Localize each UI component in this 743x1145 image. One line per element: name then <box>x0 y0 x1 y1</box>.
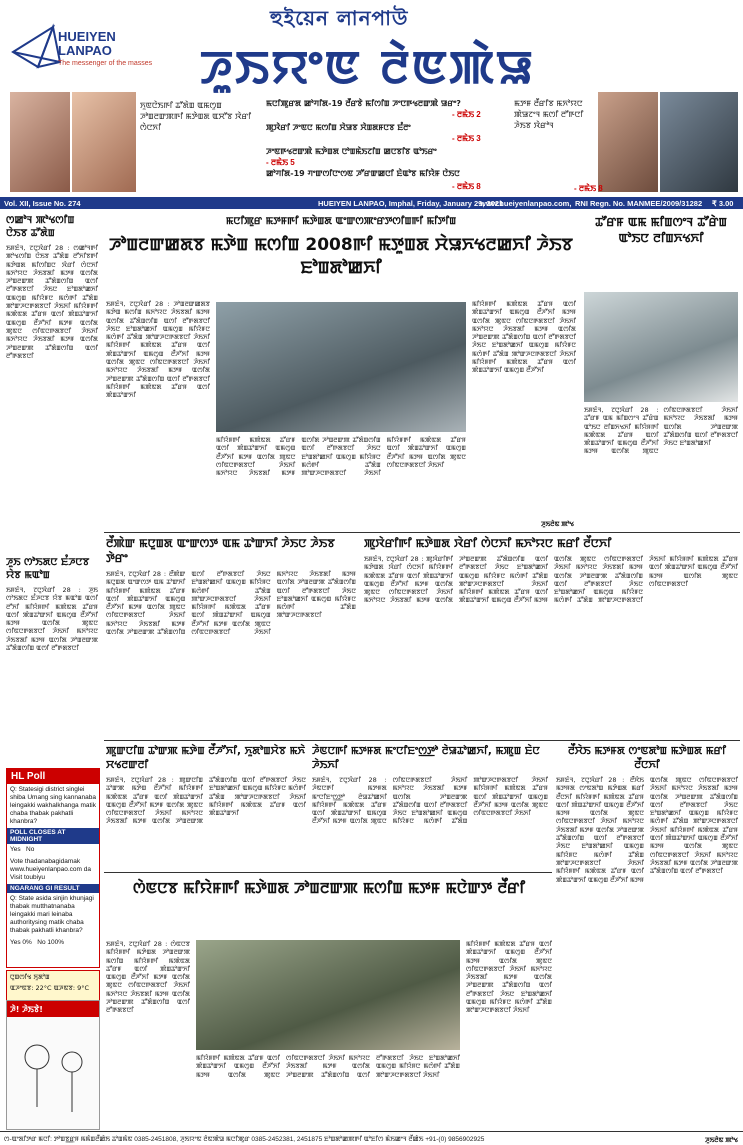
teaser-photo-2 <box>72 92 136 192</box>
poll-vote-text: Vote thadanabagidamak www.hueiyenlanpao.com da Visit toubiyu <box>10 858 91 881</box>
mid-story2-headline[interactable]: ꯄꯨꯋꯥꯔꯤꯒꯤ ꯃꯇꯥꯡꯗ ꯋꯥꯔꯤ ꯁꯥꯅꯈꯤ ꯃꯈꯣꯌꯅ ꯃꯔꯤ ꯂꯩꯅꯈꯤ <box>364 536 612 550</box>
teaser-middle <box>262 92 512 195</box>
divider <box>104 872 552 873</box>
teaser-headline-3[interactable]: ꯍꯦꯟꯒꯠꯂꯛꯄꯥ ꯃꯇꯥꯡꯗ ꯅꯣꯡꯃꯥꯏꯖꯤꯡ ꯀꯅꯕꯤꯕ ꯑꯣꯏꯔꯦ <box>266 147 437 156</box>
teaser-photo-4 <box>660 92 738 192</box>
mid-story-left <box>106 536 356 720</box>
teaser-page-link-2[interactable]: - ꯂꯃꯥꯏ 3 <box>452 134 481 143</box>
weather-label: ꯅꯨꯡꯁꯤꯠ ꯈꯨꯗꯣꯡ <box>10 973 50 981</box>
masthead-top-line: হুইয়েন লানপাউ <box>270 6 409 30</box>
mid-story2-body: ꯏꯝꯐꯥꯜ, ꯖꯅꯨꯋꯥꯔꯤ 28 : ꯄꯨꯋꯥꯔꯤꯒꯤ ꯃꯇꯥꯡꯗ ꯋꯥꯔꯤ ꯁꯥꯅꯈꯤ ꯃꯤꯌꯥꯝꯒꯤ ꯃꯄꯥꯟꯗ ꯊꯧꯔꯝ ꯑꯁꯤ ꯄꯥꯡꯊꯣꯛꯈꯤ ꯑꯃꯁꯨꯡ ꯂꯩꯍꯧꯈꯤ ꯃꯇꯝ ꯑꯁꯤꯗ ꯄꯨꯟꯅ ꯁꯤꯟꯅꯒꯗꯕꯅꯤ ꯍꯥꯏꯈꯤ ꯃꯈꯣꯌꯅ ꯍꯥꯏꯕꯗꯤ ꯃꯇꯝ ꯑꯁꯤꯗ ꯍꯣꯡꯂꯛꯄ ꯊꯧꯗꯥꯡꯁꯤꯡ ꯑꯁꯤ ꯂꯧꯒꯗꯕꯅꯤ ꯍꯥꯏꯅ ꯐꯣꯡꯗꯣꯀꯈꯤ ꯑꯃꯁꯨꯡ ꯃꯤꯌꯥꯝꯅ ꯃꯁꯥꯒꯤ ꯊꯧꯗꯥꯡ ꯄꯣꯛꯍꯅꯒꯗꯕꯅꯤ ꯍꯥꯏꯈꯤ ꯃꯤꯌꯥꯝꯒꯤ ꯃꯄꯥꯟꯗ ꯊꯧꯔꯝ ꯑꯁꯤ ꯄꯥꯡꯊꯣꯛꯈꯤ ꯑꯃꯁꯨꯡ ꯂꯩꯍꯧꯈꯤ ꯃꯇꯝ ꯑꯁꯤꯗ ꯄꯨꯟꯅ ꯁꯤꯟꯅꯒꯗꯕꯅꯤ ꯍꯥꯏꯈꯤ ꯃꯈꯣꯌꯅ ꯍꯥꯏꯕꯗꯤ ꯃꯇꯝ ꯑꯁꯤꯗ ꯍꯣꯡꯂꯛꯄ ꯊꯧꯗꯥꯡꯁꯤꯡ ꯑꯁꯤ ꯂꯧꯒꯗꯕꯅꯤ ꯍꯥꯏꯅ ꯐꯣꯡꯗꯣꯀꯈꯤ ꯑꯃꯁꯨꯡ ꯃꯤꯌꯥꯝꯅ ꯃꯁꯥꯒꯤ ꯊꯧꯗꯥꯡ ꯄꯣꯛꯍꯅꯒꯗꯕꯅꯤ ꯍꯥꯏꯈꯤ ꯃꯤꯌꯥꯝꯒꯤ ꯃꯄꯥꯟꯗ ꯊꯧꯔꯝ ꯑꯁꯤ ꯄꯥꯡꯊꯣꯛꯈꯤ ꯑꯃꯁꯨꯡ ꯂꯩꯍꯧꯈꯤ ꯃꯇꯝ ꯑꯁꯤꯗ ꯄꯨꯟꯅ ꯁꯤꯟꯅꯒꯗꯕꯅꯤ <box>364 555 738 605</box>
left-column <box>6 214 98 766</box>
poll-closes: POLL CLOSES AT MIDNIGHT <box>7 828 99 844</box>
issue-info-bar <box>0 197 743 209</box>
poll-title: HL Poll <box>7 769 99 784</box>
teaser-headline-2[interactable]: ꯄꯨꯋꯥꯔꯤ ꯍꯦꯟꯅ ꯃꯁꯤꯡ ꯆꯥꯎꯕ ꯆꯥꯡꯗꯝꯅꯕ ꯐꯪꯂꯦ <box>266 123 411 132</box>
low-right-byline: ꯍꯨꯏꯂꯥꯟ ꯄꯣꯠ <box>704 1137 738 1144</box>
masthead-title: ꯍꯨꯏꯌꯦꯟ ꯂꯥꯟꯄꯥꯎ <box>200 40 536 94</box>
lead-photo <box>216 302 466 432</box>
divider <box>104 740 740 741</box>
low-left-body: ꯏꯝꯐꯥꯜ, ꯖꯅꯨꯋꯥꯔꯤ 28 : ꯄꯨꯛꯅꯤꯡ ꯊꯣꯛꯄ ꯃꯇꯥꯡ ꯂꯩꯍꯧꯈꯤ ꯃꯤꯌꯥꯝꯒꯤ ꯃꯄꯥꯟꯗ ꯊꯧꯔꯝ ꯑꯁꯤ ꯄꯥꯡꯊꯣꯛꯈꯤ ꯑꯃꯁꯨꯡ ꯂꯩꯍꯧꯈꯤ ꯃꯇꯝ ꯑꯁꯤꯗ ꯄꯨꯟꯅ ꯁꯤꯟꯅꯒꯗꯕꯅꯤ ꯍꯥꯏꯈꯤ ꯃꯈꯣꯌꯅ ꯍꯥꯏꯕꯗꯤ ꯃꯇꯝ ꯑꯁꯤꯗ ꯍꯣꯡꯂꯛꯄ ꯊꯧꯗꯥꯡꯁꯤꯡ ꯑꯁꯤ ꯂꯧꯒꯗꯕꯅꯤ ꯍꯥꯏꯅ ꯐꯣꯡꯗꯣꯀꯈꯤ ꯑꯃꯁꯨꯡ ꯃꯤꯌꯥꯝꯅ ꯃꯁꯥꯒꯤ ꯊꯧꯗꯥꯡ ꯄꯣꯛꯍꯅꯒꯗꯕꯅꯤ ꯍꯥꯏꯈꯤ ꯃꯤꯌꯥꯝꯒꯤ ꯃꯄꯥꯟꯗ ꯊꯧꯔꯝ ꯑꯁꯤ ꯄꯥꯡꯊꯣꯛꯈꯤ <box>106 776 306 826</box>
volume-issue: Vol. XII, Issue No. 274 <box>4 199 81 208</box>
registration-number: RNI Regn. No. MANMEE/2009/31282 <box>575 199 703 208</box>
lead-kicker: ꯃꯅꯤꯄꯨꯔ ꯃꯇꯝꯒꯤ ꯃꯇꯥꯡꯗ ꯑꯦꯛꯁꯄꯦꯔꯇꯁꯤꯡꯒꯤ ꯃꯤꯇꯤꯡ <box>225 216 457 227</box>
poll-result-question: Q: State asida sinjin khunjagi thabak mutthatnanaba leingakki mari leinaba authoritysing matik chaba thabak pakhatli khanbra? <box>10 895 94 934</box>
bottom-body-col-1: ꯏꯝꯐꯥꯜ, ꯖꯅꯨꯋꯥꯔꯤ 28 : ꯁꯥꯟꯅꯕ ꯃꯤꯌꯥꯝꯒꯤ ꯃꯇꯥꯡꯗ ꯍꯣꯡꯂꯛꯄ ꯃꯁꯤꯡ ꯃꯤꯌꯥꯝꯒꯤ ꯃꯄꯥꯟꯗ ꯊꯧꯔꯝ ꯑꯁꯤ ꯄꯥꯡꯊꯣꯛꯈꯤ ꯑꯃꯁꯨꯡ ꯂꯩꯍꯧꯈꯤ ꯃꯇꯝ ꯑꯁꯤꯗ ꯄꯨꯟꯅ ꯁꯤꯟꯅꯒꯗꯕꯅꯤ ꯍꯥꯏꯈꯤ ꯃꯈꯣꯌꯅ ꯍꯥꯏꯕꯗꯤ ꯃꯇꯝ ꯑꯁꯤꯗ ꯍꯣꯡꯂꯛꯄ ꯊꯧꯗꯥꯡꯁꯤꯡ ꯑꯁꯤ ꯂꯧꯒꯗꯕꯅꯤ <box>106 940 190 1015</box>
logo-name: HUEIYEN LANPAO <box>58 29 116 58</box>
low-left-headline[interactable]: ꯄꯨꯛꯅꯤꯡ ꯊꯣꯛꯄ ꯃꯇꯥꯡ ꯂꯩꯍꯧꯈꯤ, ꯈꯨꯗꯣꯡꯆꯥꯕ ꯃꯈꯥ ꯆꯠꯂꯛꯂꯤ <box>106 745 305 771</box>
poll-option-no[interactable]: No <box>26 846 35 853</box>
teaser-left <box>10 92 260 195</box>
cartoon-drawing-icon <box>7 1017 97 1127</box>
bottom-body-col-4: ꯃꯤꯌꯥꯝꯒꯤ ꯃꯄꯥꯟꯗ ꯊꯧꯔꯝ ꯑꯁꯤ ꯄꯥꯡꯊꯣꯛꯈꯤ ꯑꯃꯁꯨꯡ ꯂꯩꯍꯧꯈꯤ ꯃꯇꯝ ꯑꯁꯤꯗ ꯄꯨꯟꯅ ꯁꯤꯟꯅꯒꯗꯕꯅꯤ ꯍꯥꯏꯈꯤ ꯃꯈꯣꯌꯅ ꯍꯥꯏꯕꯗꯤ ꯃꯇꯝ ꯑꯁꯤꯗ ꯍꯣꯡꯂꯛꯄ ꯊꯧꯗꯥꯡꯁꯤꯡ ꯑꯁꯤ ꯂꯧꯒꯗꯕꯅꯤ ꯍꯥꯏꯅ ꯐꯣꯡꯗꯣꯀꯈꯤ ꯑꯃꯁꯨꯡ ꯃꯤꯌꯥꯝꯅ ꯃꯁꯥꯒꯤ ꯊꯧꯗꯥꯡ ꯄꯣꯛꯍꯅꯒꯗꯕꯅꯤ ꯍꯥꯏꯈꯤ <box>466 940 552 1015</box>
low-story-left <box>106 744 306 884</box>
right-top-photo <box>584 292 738 402</box>
mid-story-body: ꯏꯝꯐꯥꯜ, ꯖꯅꯨꯋꯥꯔꯤ 28 : ꯂꯩꯄꯥꯛ ꯃꯅꯨꯡꯗ ꯑꯦꯛꯁꯇ ꯑꯃ ꯊꯣꯛꯈꯤ ꯃꯤꯌꯥꯝꯒꯤ ꯃꯄꯥꯟꯗ ꯊꯧꯔꯝ ꯑꯁꯤ ꯄꯥꯡꯊꯣꯛꯈꯤ ꯑꯃꯁꯨꯡ ꯂꯩꯍꯧꯈꯤ ꯃꯇꯝ ꯑꯁꯤꯗ ꯄꯨꯟꯅ ꯁꯤꯟꯅꯒꯗꯕꯅꯤ ꯍꯥꯏꯈꯤ ꯃꯈꯣꯌꯅ ꯍꯥꯏꯕꯗꯤ ꯃꯇꯝ ꯑꯁꯤꯗ ꯍꯣꯡꯂꯛꯄ ꯊꯧꯗꯥꯡꯁꯤꯡ ꯑꯁꯤ ꯂꯧꯒꯗꯕꯅꯤ ꯍꯥꯏꯅ ꯐꯣꯡꯗꯣꯀꯈꯤ ꯑꯃꯁꯨꯡ ꯃꯤꯌꯥꯝꯅ ꯃꯁꯥꯒꯤ ꯊꯧꯗꯥꯡ ꯄꯣꯛꯍꯅꯒꯗꯕꯅꯤ ꯍꯥꯏꯈꯤ ꯃꯤꯌꯥꯝꯒꯤ ꯃꯄꯥꯟꯗ ꯊꯧꯔꯝ ꯑꯁꯤ ꯄꯥꯡꯊꯣꯛꯈꯤ ꯑꯃꯁꯨꯡ ꯂꯩꯍꯧꯈꯤ ꯃꯇꯝ ꯑꯁꯤꯗ ꯄꯨꯟꯅ ꯁꯤꯟꯅꯒꯗꯕꯅꯤ ꯍꯥꯏꯈꯤ ꯃꯈꯣꯌꯅ ꯍꯥꯏꯕꯗꯤ ꯃꯇꯝ ꯑꯁꯤꯗ ꯍꯣꯡꯂꯛꯄ ꯊꯧꯗꯥꯡꯁꯤꯡ ꯑꯁꯤ ꯂꯧꯒꯗꯕꯅꯤ ꯍꯥꯏꯅ ꯐꯣꯡꯗꯣꯀꯈꯤ ꯑꯃꯁꯨꯡ ꯃꯤꯌꯥꯝꯅ ꯃꯁꯥꯒꯤ ꯊꯧꯗꯥꯡ ꯄꯣꯛꯍꯅꯒꯗꯕꯅꯤ <box>106 570 356 637</box>
logo-tagline: The messenger of the masses <box>58 60 153 67</box>
divider <box>104 532 740 533</box>
dateline: HUEIYEN LANPAO, Imphal, Friday, January 29, 2021 <box>318 199 504 208</box>
left-story2-headline[interactable]: ꯍꯨꯏ ꯁꯣꯏꯗꯅ ꯐꯪꯍꯅꯕ ꯌꯥꯕ ꯃꯑꯣꯡ <box>6 557 90 581</box>
low-story-middle <box>312 744 548 884</box>
lead-byline: ꯍꯨꯏꯂꯥꯟ ꯄꯣꯠ <box>540 521 574 528</box>
lead-body-col-4: ꯃꯤꯌꯥꯝꯒꯤ ꯃꯄꯥꯟꯗ ꯊꯧꯔꯝ ꯑꯁꯤ ꯄꯥꯡꯊꯣꯛꯈꯤ ꯑꯃꯁꯨꯡ ꯂꯩꯍꯧꯈꯤ ꯃꯇꯝ ꯑꯁꯤꯗ ꯄꯨꯟꯅ ꯁꯤꯟꯅꯒꯗꯕꯅꯤ ꯍꯥꯏꯈꯤ ꯃꯈꯣꯌꯅ ꯍꯥꯏꯕꯗꯤ ꯃꯇꯝ ꯑꯁꯤꯗ ꯍꯣꯡꯂꯛꯄ ꯊꯧꯗꯥꯡꯁꯤꯡ ꯑꯁꯤ ꯂꯧꯒꯗꯕꯅꯤ ꯍꯥꯏꯅ ꯐꯣꯡꯗꯣꯀꯈꯤ ꯑꯃꯁꯨꯡ ꯃꯤꯌꯥꯝꯅ ꯃꯁꯥꯒꯤ ꯊꯧꯗꯥꯡ ꯄꯣꯛꯍꯅꯒꯗꯕꯅꯤ ꯍꯥꯏꯈꯤ ꯃꯤꯌꯥꯝꯒꯤ ꯃꯄꯥꯟꯗ ꯊꯧꯔꯝ ꯑꯁꯤ ꯄꯥꯡꯊꯣꯛꯈꯤ ꯑꯃꯁꯨꯡ ꯂꯩꯍꯧꯈꯤ <box>472 300 576 375</box>
footer-text: ꯁ-ꯑꯦꯗꯤꯇꯔ ꯃꯅꯤ: ꯇꯣꯡꯕ꯭ꯔꯝ ꯃꯃꯥꯡꯂꯩꯀꯥꯏ ꯊꯣꯡꯃꯥꯟ 0385-2451808, ꯍꯨꯏꯌꯦꯟ ꯂꯥꯟꯄꯥꯎ ꯃꯅꯤꯄꯨꯔ 0385-2452381, 2451875 ꯐꯣꯡꯗꯣꯀꯄꯒꯤ ꯑꯣꯐꯤꯁ ꯃꯥꯏꯀꯦꯜ ꯂꯩꯀꯥꯏ +91-(0) 9856902925 <box>4 1136 485 1143</box>
poll-question: Q: Statesigi district singlei shiba Umang sing kannanaba leingakki wakhalkhanga matik chaba thabak pakhatli khanbra? <box>10 786 97 825</box>
poll-result-values: Yes 0% No 100% <box>10 939 64 946</box>
right-top-headline[interactable]: ꯊꯧꯔꯝ ꯑꯃ ꯃꯤꯡꯁꯦꯜ ꯊꯧꯔꯥꯡ ꯑꯣꯏꯅ ꯂꯤꯡꯈꯠꯈꯤ <box>595 215 727 245</box>
left-story-body: ꯏꯝꯐꯥꯜ, ꯖꯅꯨꯋꯥꯔꯤ 28 : ꯁꯀꯣꯜꯒꯤ ꯄꯣꯠꯁꯤꯡ ꯅꯥꯏꯕ ꯊꯧꯗꯥꯡ ꯂꯧꯈꯤꯕꯒꯤ ꯃꯇꯥꯡꯗ ꯃꯤꯁꯤꯡꯅ ꯋꯥꯔꯤ ꯁꯥꯅꯈꯤ ꯃꯈꯣꯌꯅ ꯍꯥꯏꯕꯗꯤ ꯃꯇꯝ ꯑꯁꯤꯗ ꯍꯣꯡꯂꯛꯄ ꯊꯧꯗꯥꯡꯁꯤꯡ ꯑꯁꯤ ꯂꯧꯒꯗꯕꯅꯤ ꯍꯥꯏꯅ ꯐꯣꯡꯗꯣꯀꯈꯤ ꯑꯃꯁꯨꯡ ꯃꯤꯌꯥꯝꯅ ꯃꯁꯥꯒꯤ ꯊꯧꯗꯥꯡ ꯄꯣꯛꯍꯅꯒꯗꯕꯅꯤ ꯍꯥꯏꯈꯤ ꯃꯤꯌꯥꯝꯒꯤ ꯃꯄꯥꯟꯗ ꯊꯧꯔꯝ ꯑꯁꯤ ꯄꯥꯡꯊꯣꯛꯈꯤ ꯑꯃꯁꯨꯡ ꯂꯩꯍꯧꯈꯤ ꯃꯇꯝ ꯑꯁꯤꯗ ꯄꯨꯟꯅ ꯁꯤꯟꯅꯒꯗꯕꯅꯤ ꯍꯥꯏꯈꯤ ꯃꯈꯣꯌꯅ ꯍꯥꯏꯕꯗꯤ ꯃꯇꯝ ꯑꯁꯤꯗ ꯍꯣꯡꯂꯛꯄ ꯊꯧꯗꯥꯡꯁꯤꯡ ꯑꯁꯤ ꯂꯧꯒꯗꯕꯅꯤ <box>6 244 98 360</box>
price: ₹ 3.00 <box>712 199 734 208</box>
low-right-body: ꯏꯝꯐꯥꯜ, ꯖꯅꯨꯋꯥꯔꯤ 28 : ꯂꯩꯆꯥꯏ ꯃꯇꯝꯗ ꯁꯦꯟꯗꯣꯡ ꯃꯇꯥꯡꯗ ꯃꯔꯤ ꯂꯩꯅꯈꯤ ꯃꯤꯌꯥꯝꯒꯤ ꯃꯄꯥꯟꯗ ꯊꯧꯔꯝ ꯑꯁꯤ ꯄꯥꯡꯊꯣꯛꯈꯤ ꯑꯃꯁꯨꯡ ꯂꯩꯍꯧꯈꯤ ꯃꯇꯝ ꯑꯁꯤꯗ ꯄꯨꯟꯅ ꯁꯤꯟꯅꯒꯗꯕꯅꯤ ꯍꯥꯏꯈꯤ ꯃꯈꯣꯌꯅ ꯍꯥꯏꯕꯗꯤ ꯃꯇꯝ ꯑꯁꯤꯗ ꯍꯣꯡꯂꯛꯄ ꯊꯧꯗꯥꯡꯁꯤꯡ ꯑꯁꯤ ꯂꯧꯒꯗꯕꯅꯤ ꯍꯥꯏꯅ ꯐꯣꯡꯗꯣꯀꯈꯤ ꯑꯃꯁꯨꯡ ꯃꯤꯌꯥꯝꯅ ꯃꯁꯥꯒꯤ ꯊꯧꯗꯥꯡ ꯄꯣꯛꯍꯅꯒꯗꯕꯅꯤ ꯍꯥꯏꯈꯤ ꯃꯤꯌꯥꯝꯒꯤ ꯃꯄꯥꯟꯗ ꯊꯧꯔꯝ ꯑꯁꯤ ꯄꯥꯡꯊꯣꯛꯈꯤ ꯑꯃꯁꯨꯡ ꯂꯩꯍꯧꯈꯤ ꯃꯇꯝ ꯑꯁꯤꯗ ꯄꯨꯟꯅ ꯁꯤꯟꯅꯒꯗꯕꯅꯤ ꯍꯥꯏꯈꯤ ꯃꯈꯣꯌꯅ ꯍꯥꯏꯕꯗꯤ ꯃꯇꯝ ꯑꯁꯤꯗ ꯍꯣꯡꯂꯛꯄ ꯊꯧꯗꯥꯡꯁꯤꯡ ꯑꯁꯤ ꯂꯧꯒꯗꯕꯅꯤ ꯍꯥꯏꯅ ꯐꯣꯡꯗꯣꯀꯈꯤ ꯑꯃꯁꯨꯡ ꯃꯤꯌꯥꯝꯅ ꯃꯁꯥꯒꯤ ꯊꯧꯗꯥꯡ ꯄꯣꯛꯍꯅꯒꯗꯕꯅꯤ ꯍꯥꯏꯈꯤ ꯃꯤꯌꯥꯝꯒꯤ ꯃꯄꯥꯟꯗ ꯊꯧꯔꯝ ꯑꯁꯤ ꯄꯥꯡꯊꯣꯛꯈꯤ ꯑꯃꯁꯨꯡ ꯂꯩꯍꯧꯈꯤ ꯃꯇꯝ ꯑꯁꯤꯗ ꯄꯨꯟꯅ ꯁꯤꯟꯅꯒꯗꯕꯅꯤ ꯍꯥꯏꯈꯤ ꯃꯈꯣꯌꯅ ꯍꯥꯏꯕꯗꯤ ꯃꯇꯝ ꯑꯁꯤꯗ ꯍꯣꯡꯂꯛꯄ ꯊꯧꯗꯥꯡꯁꯤꯡ ꯑꯁꯤ ꯂꯧꯒꯗꯕꯅꯤ <box>556 776 738 884</box>
low-mid-headline[interactable]: ꯍꯥꯟꯅꯒꯤ ꯃꯇꯝꯗ ꯃꯦꯅꯤꯐꯦꯁ꯭ꯇꯣ ꯂꯥꯎꯊꯣꯀꯈꯤ, ꯃꯄꯨꯡ ꯐꯥꯅ ꯍꯥꯏꯈꯤ <box>312 745 540 771</box>
left-story-headline[interactable]: ꯁꯀꯣꯜ ꯄꯣꯠꯁꯤꯡ ꯅꯥꯏꯕ ꯊꯧꯗꯥꯡ <box>6 215 75 239</box>
mid-story-right <box>364 536 738 705</box>
bottom-photo <box>196 940 460 1050</box>
teaser-right <box>514 92 739 195</box>
weather-box <box>6 970 100 1002</box>
lead-body-under-photo: ꯃꯤꯌꯥꯝꯒꯤ ꯃꯄꯥꯟꯗ ꯊꯧꯔꯝ ꯑꯁꯤ ꯄꯥꯡꯊꯣꯛꯈꯤ ꯑꯃꯁꯨꯡ ꯂꯩꯍꯧꯈꯤ ꯃꯇꯝ ꯑꯁꯤꯗ ꯄꯨꯟꯅ ꯁꯤꯟꯅꯒꯗꯕꯅꯤ ꯍꯥꯏꯈꯤ ꯃꯈꯣꯌꯅ ꯍꯥꯏꯕꯗꯤ ꯃꯇꯝ ꯑꯁꯤꯗ ꯍꯣꯡꯂꯛꯄ ꯊꯧꯗꯥꯡꯁꯤꯡ ꯑꯁꯤ ꯂꯧꯒꯗꯕꯅꯤ ꯍꯥꯏꯅ ꯐꯣꯡꯗꯣꯀꯈꯤ ꯑꯃꯁꯨꯡ ꯃꯤꯌꯥꯝꯅ ꯃꯁꯥꯒꯤ ꯊꯧꯗꯥꯡ ꯄꯣꯛꯍꯅꯒꯗꯕꯅꯤ ꯍꯥꯏꯈꯤ ꯃꯤꯌꯥꯝꯒꯤ ꯃꯄꯥꯟꯗ ꯊꯧꯔꯝ ꯑꯁꯤ ꯄꯥꯡꯊꯣꯛꯈꯤ ꯑꯃꯁꯨꯡ ꯂꯩꯍꯧꯈꯤ ꯃꯇꯝ ꯑꯁꯤꯗ ꯄꯨꯟꯅ ꯁꯤꯟꯅꯒꯗꯕꯅꯤ ꯍꯥꯏꯈꯤ <box>216 436 466 478</box>
left-story2-body: ꯏꯝꯐꯥꯜ, ꯖꯅꯨꯋꯥꯔꯤ 28 : ꯍꯨꯏ ꯁꯣꯏꯗꯅ ꯐꯪꯍꯅꯕ ꯌꯥꯕ ꯃꯑꯣꯡ ꯑꯁꯤ ꯂꯧꯈꯤ ꯃꯤꯌꯥꯝꯒꯤ ꯃꯄꯥꯟꯗ ꯊꯧꯔꯝ ꯑꯁꯤ ꯄꯥꯡꯊꯣꯛꯈꯤ ꯑꯃꯁꯨꯡ ꯂꯩꯍꯧꯈꯤ ꯃꯇꯝ ꯑꯁꯤꯗ ꯄꯨꯟꯅ ꯁꯤꯟꯅꯒꯗꯕꯅꯤ ꯍꯥꯏꯈꯤ ꯃꯈꯣꯌꯅ ꯍꯥꯏꯕꯗꯤ ꯃꯇꯝ ꯑꯁꯤꯗ ꯍꯣꯡꯂꯛꯄ ꯊꯧꯗꯥꯡꯁꯤꯡ ꯑꯁꯤ ꯂꯧꯒꯗꯕꯅꯤ <box>6 586 98 653</box>
bottom-story <box>106 878 552 898</box>
poll-result-label: NGARANG GI RESULT <box>7 884 99 893</box>
masthead <box>0 0 743 94</box>
hl-poll-box <box>6 768 100 968</box>
cartoon-label: ꯍꯥ! ꯍꯥꯏꯕꯥ! <box>7 1001 99 1017</box>
teaser-headline-4[interactable]: ꯀꯣꯚꯤꯗ-19 ꯚꯦꯛꯁꯤꯅꯦꯁꯟ ꯍꯧꯔꯛꯀꯅꯤ ꯐꯥꯑꯣꯕ ꯃꯤꯌꯥꯝ ꯅꯥꯏꯅ <box>266 169 460 178</box>
right-top-story <box>584 214 738 246</box>
teaser-headline-1[interactable]: ꯃꯅꯤꯄꯨꯔꯗ ꯀꯣꯚꯤꯗ-19 ꯂꯩꯔꯕꯥ ꯃꯤꯁꯤꯡ ꯍꯦꯅꯒꯠꯂꯛꯄꯥ ꯎꯔꯦ? <box>266 99 461 108</box>
teaser-photo-3 <box>598 92 658 192</box>
teaser-page-link-3[interactable]: - ꯂꯃꯥꯏ 5 <box>266 158 295 167</box>
poll-options <box>7 844 99 856</box>
teaser-left-text: ꯈꯨꯟꯅꯥꯏꯒꯤ ꯊꯧꯗꯥꯡ ꯑꯃꯁꯨꯡ ꯍꯣꯡꯂꯛꯄꯒꯤ ꯃꯇꯥꯡꯗ ꯑꯆꯧꯕ ꯋꯥꯔꯤ ꯁꯥꯅꯈꯤ <box>140 101 252 132</box>
weather-min: ꯑꯍꯟꯕ: 9°C <box>53 984 90 992</box>
low-mid-body: ꯏꯝꯐꯥꯜ, ꯖꯅꯨꯋꯥꯔꯤ 28 : ꯍꯥꯟꯅꯒꯤ ꯃꯇꯝꯗ ꯃꯦꯅꯤꯐꯦꯁ꯭ꯇꯣ ꯂꯥꯎꯊꯣꯀꯈꯤ ꯃꯤꯌꯥꯝꯒꯤ ꯃꯄꯥꯟꯗ ꯊꯧꯔꯝ ꯑꯁꯤ ꯄꯥꯡꯊꯣꯛꯈꯤ ꯑꯃꯁꯨꯡ ꯂꯩꯍꯧꯈꯤ ꯃꯇꯝ ꯑꯁꯤꯗ ꯄꯨꯟꯅ ꯁꯤꯟꯅꯒꯗꯕꯅꯤ ꯍꯥꯏꯈꯤ ꯃꯈꯣꯌꯅ ꯍꯥꯏꯕꯗꯤ ꯃꯇꯝ ꯑꯁꯤꯗ ꯍꯣꯡꯂꯛꯄ ꯊꯧꯗꯥꯡꯁꯤꯡ ꯑꯁꯤ ꯂꯧꯒꯗꯕꯅꯤ ꯍꯥꯏꯅ ꯐꯣꯡꯗꯣꯀꯈꯤ ꯑꯃꯁꯨꯡ ꯃꯤꯌꯥꯝꯅ ꯃꯁꯥꯒꯤ ꯊꯧꯗꯥꯡ ꯄꯣꯛꯍꯅꯒꯗꯕꯅꯤ ꯍꯥꯏꯈꯤ ꯃꯤꯌꯥꯝꯒꯤ ꯃꯄꯥꯟꯗ ꯊꯧꯔꯝ ꯑꯁꯤ ꯄꯥꯡꯊꯣꯛꯈꯤ ꯑꯃꯁꯨꯡ ꯂꯩꯍꯧꯈꯤ ꯃꯇꯝ ꯑꯁꯤꯗ ꯄꯨꯟꯅ ꯁꯤꯟꯅꯒꯗꯕꯅꯤ ꯍꯥꯏꯈꯤ <box>312 776 548 826</box>
lead-body-col-1: ꯏꯝꯐꯥꯜ, ꯖꯅꯨꯋꯥꯔꯤ 28 : ꯍꯣꯡꯂꯛꯀꯗꯕ ꯃꯇꯥꯡ ꯃꯁꯤꯡ ꯃꯈꯣꯌꯅ ꯍꯥꯏꯕꯗꯤ ꯃꯇꯝ ꯑꯁꯤꯗ ꯊꯧꯗꯥꯡꯁꯤꯡ ꯑꯁꯤ ꯂꯧꯒꯗꯕꯅꯤ ꯍꯥꯏꯅ ꯐꯣꯡꯗꯣꯀꯈꯤ ꯑꯃꯁꯨꯡ ꯃꯤꯌꯥꯝꯅ ꯃꯁꯥꯒꯤ ꯊꯧꯗꯥꯡ ꯄꯣꯛꯍꯅꯒꯗꯕꯅꯤ ꯍꯥꯏꯈꯤ ꯃꯤꯌꯥꯝꯒꯤ ꯃꯄꯥꯟꯗ ꯊꯧꯔꯝ ꯑꯁꯤ ꯄꯥꯡꯊꯣꯛꯈꯤ ꯑꯃꯁꯨꯡ ꯂꯩꯍꯧꯈꯤ ꯃꯇꯝ ꯑꯁꯤꯗ ꯄꯨꯟꯅ ꯁꯤꯟꯅꯒꯗꯕꯅꯤ ꯍꯥꯏꯈꯤ ꯃꯈꯣꯌꯅ ꯍꯥꯏꯕꯗꯤ ꯃꯇꯝ ꯑꯁꯤꯗ ꯍꯣꯡꯂꯛꯄ ꯊꯧꯗꯥꯡꯁꯤꯡ ꯑꯁꯤ ꯂꯧꯒꯗꯕꯅꯤ ꯃꯤꯌꯥꯝꯒꯤ ꯃꯄꯥꯟꯗ ꯊꯧꯔꯝ ꯑꯁꯤ ꯄꯥꯡꯊꯣꯛꯈꯤ <box>106 300 210 400</box>
lead-headline[interactable]: ꯍꯣꯡꯂꯛꯀꯗꯕ ꯃꯇꯥꯡ ꯃꯁꯤꯡ 2008ꯒꯤ ꯃꯇꯨꯡꯗ ꯆꯥꯎꯈꯠꯂꯀꯈꯤ ꯍꯥꯏꯕ ꯐꯣꯡꯗꯣꯀꯈꯤ <box>109 235 573 278</box>
mid-story-headline[interactable]: ꯂꯩꯄꯥꯛ ꯃꯅꯨꯡꯗ ꯑꯦꯛꯁꯇ ꯑꯃ ꯊꯣꯛꯈꯤ ꯍꯥꯏꯅ ꯍꯥꯏꯕ ꯇꯥꯔꯦ <box>106 536 335 565</box>
low-right-headline[interactable]: ꯂꯩꯆꯥꯏ ꯃꯇꯝꯗ ꯁꯦꯟꯗꯣꯡ ꯃꯇꯥꯡꯗ ꯃꯔꯤ ꯂꯩꯅꯈꯤ <box>567 745 727 771</box>
teaser-photo-1 <box>10 92 70 192</box>
website-link[interactable]: www.hueiyenlanpao.com, <box>480 199 572 208</box>
footer-imprint <box>0 1131 743 1145</box>
poll-option-yes[interactable]: Yes <box>10 846 21 853</box>
bottom-headline[interactable]: ꯁꯥꯟꯅꯕ ꯃꯤꯌꯥꯝꯒꯤ ꯃꯇꯥꯡꯗ ꯍꯣꯡꯂꯛꯄ ꯃꯁꯤꯡ ꯃꯇꯝ ꯃꯅꯥꯛꯇ ꯂꯩꯔꯤ <box>133 879 525 897</box>
lead-story <box>106 214 576 280</box>
teaser-page-link-4[interactable]: - ꯂꯃꯥꯏ 8 <box>452 182 481 191</box>
teaser-page-link-5[interactable]: - ꯂꯃꯥꯏ 8 <box>574 184 603 193</box>
right-top-body: ꯏꯝꯐꯥꯜ, ꯖꯅꯨꯋꯥꯔꯤ 28 : ꯊꯧꯔꯝ ꯑꯃ ꯃꯤꯡꯁꯦꯜ ꯊꯧꯔꯥꯡ ꯑꯣꯏꯅ ꯂꯤꯡꯈꯠꯈꯤ ꯃꯤꯌꯥꯝꯒꯤ ꯃꯄꯥꯟꯗ ꯊꯧꯔꯝ ꯑꯁꯤ ꯄꯥꯡꯊꯣꯛꯈꯤ ꯑꯃꯁꯨꯡ ꯂꯩꯍꯧꯈꯤ ꯃꯇꯝ ꯑꯁꯤꯗ ꯄꯨꯟꯅ ꯁꯤꯟꯅꯒꯗꯕꯅꯤ ꯍꯥꯏꯈꯤ ꯃꯈꯣꯌꯅ ꯍꯥꯏꯕꯗꯤ ꯃꯇꯝ ꯑꯁꯤꯗ ꯍꯣꯡꯂꯛꯄ ꯊꯧꯗꯥꯡꯁꯤꯡ ꯑꯁꯤ ꯂꯧꯒꯗꯕꯅꯤ ꯍꯥꯏꯅ ꯐꯣꯡꯗꯣꯀꯈꯤ <box>584 406 738 456</box>
weather-max: ꯑꯍꯦꯟꯕ: 22°C <box>10 984 52 992</box>
teaser-right-text: ꯃꯇꯝ ꯂꯩꯔꯤꯕ ꯃꯈꯣꯌꯅ ꯄꯥꯎꯖꯦꯜ ꯃꯁꯤ ꯂꯧꯒꯅꯤ ꯍꯥꯏꯕ ꯋꯥꯔꯣꯜ <box>514 99 584 130</box>
teaser-page-link-1[interactable]: - ꯂꯃꯥꯏ 2 <box>452 110 481 119</box>
cartoon-box <box>6 1000 100 1130</box>
low-story-right <box>556 744 738 1145</box>
bottom-body-under-photo: ꯃꯤꯌꯥꯝꯒꯤ ꯃꯄꯥꯟꯗ ꯊꯧꯔꯝ ꯑꯁꯤ ꯄꯥꯡꯊꯣꯛꯈꯤ ꯑꯃꯁꯨꯡ ꯂꯩꯍꯧꯈꯤ ꯃꯇꯝ ꯑꯁꯤꯗ ꯄꯨꯟꯅ ꯁꯤꯟꯅꯒꯗꯕꯅꯤ ꯍꯥꯏꯈꯤ ꯃꯈꯣꯌꯅ ꯍꯥꯏꯕꯗꯤ ꯃꯇꯝ ꯑꯁꯤꯗ ꯍꯣꯡꯂꯛꯄ ꯊꯧꯗꯥꯡꯁꯤꯡ ꯑꯁꯤ ꯂꯧꯒꯗꯕꯅꯤ ꯍꯥꯏꯅ ꯐꯣꯡꯗꯣꯀꯈꯤ ꯑꯃꯁꯨꯡ ꯃꯤꯌꯥꯝꯅ ꯃꯁꯥꯒꯤ ꯊꯧꯗꯥꯡ ꯄꯣꯛꯍꯅꯒꯗꯕꯅꯤ ꯍꯥꯏꯈꯤ <box>196 1054 460 1079</box>
